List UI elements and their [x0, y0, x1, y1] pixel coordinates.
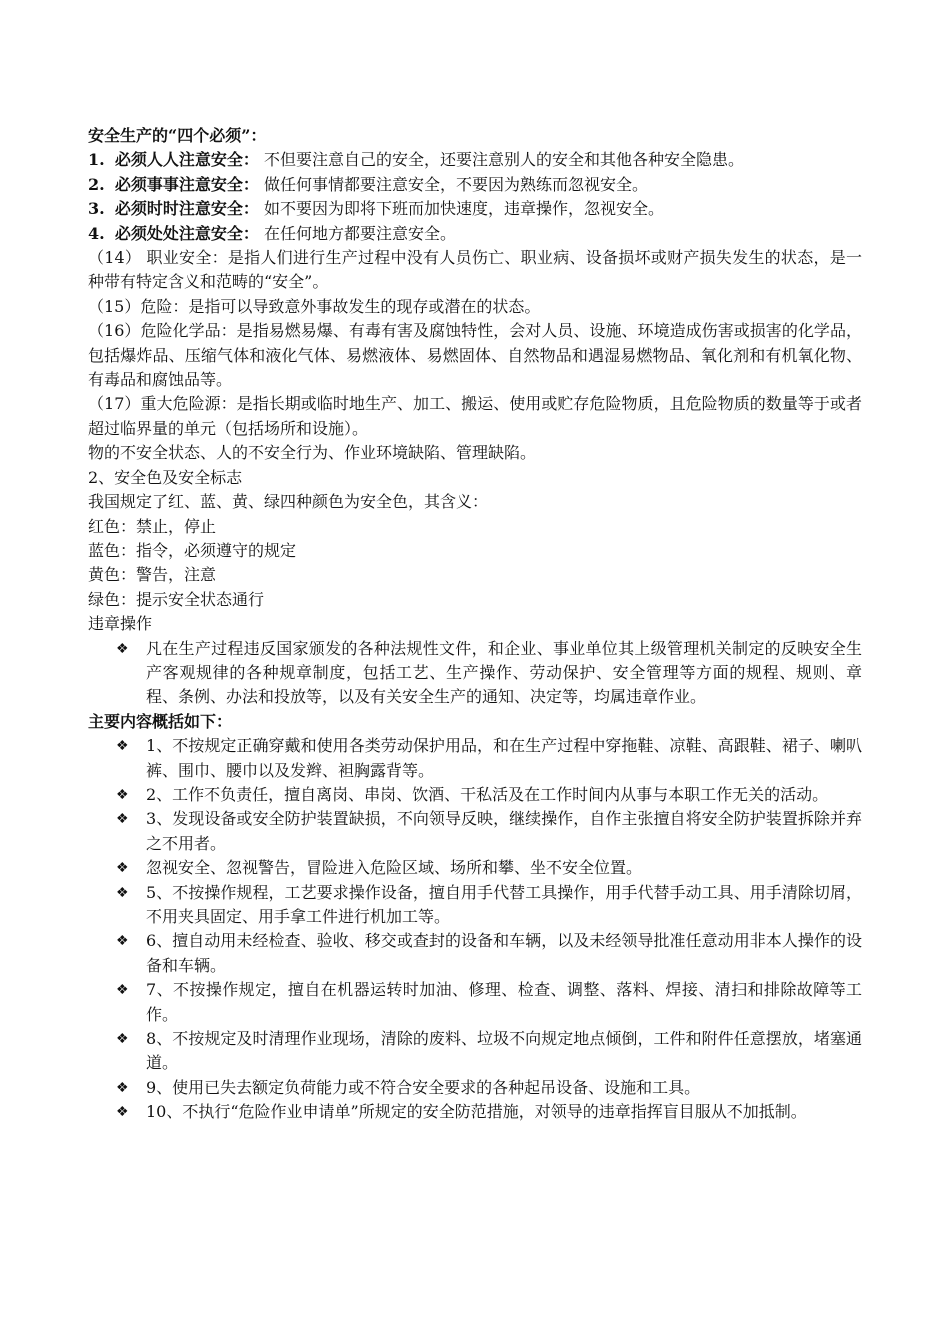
- summary-item-2: [88, 783, 862, 807]
- must-number: 4.: [88, 223, 105, 243]
- violation-definition-bullet: [88, 637, 862, 710]
- diamond-bullet-icon: ❖: [116, 1104, 129, 1121]
- must-title: 必须事事注意安全：: [114, 174, 259, 194]
- definition-17: （17）重大危险源：是指长期或临时地生产、加工、搬运、使用或贮存危险物质，且危险物质的数量等于或者超过临界量的单元（包括场所和设施）。: [88, 394, 862, 438]
- color-yellow: 黄色：警告，注意: [88, 565, 217, 585]
- must-title: 必须人人注意安全：: [114, 150, 259, 170]
- definition-14: （14） 职业安全：是指人们进行生产过程中没有人员伤亡、职业病、设备损坏或财产损失发生的状态，是一种带有特定含义和范畴的“安全”。: [88, 248, 862, 292]
- diamond-bullet-icon: ❖: [116, 786, 129, 803]
- safety-colors-heading: 2、安全色及安全标志: [88, 467, 243, 487]
- four-musts-heading: 安全生产的“四个必须”：: [88, 126, 267, 145]
- must-item-4: [88, 222, 862, 246]
- summary-item-5: [88, 881, 862, 930]
- must-number: 1.: [88, 150, 105, 170]
- color-blue: 蓝色：指令，必须遵守的规定: [88, 540, 297, 560]
- summary-heading: 主要内容概括如下：: [88, 711, 233, 731]
- accident-causes: 物的不安全状态、人的不安全行为、作业环境缺陷、管理缺陷。: [88, 443, 537, 463]
- summary-item-9: [88, 1076, 862, 1100]
- bullet-text: 6、擅自动用未经检查、验收、移交或查封的设备和车辆，以及未经领导批准任意动用非本人操作的设备和车辆。: [146, 931, 862, 975]
- must-number: 3.: [88, 199, 105, 219]
- must-title: 必须时时注意安全：: [114, 199, 259, 219]
- summary-item-1: [88, 734, 862, 783]
- must-item-3: [88, 197, 862, 221]
- diamond-bullet-icon: ❖: [116, 811, 129, 828]
- must-item-2: [88, 173, 862, 197]
- bullet-text: 3、发现设备或安全防护装置缺损，不向领导反映，继续操作，自作主张擅自将安全防护装置拆除并弃之不用者。: [146, 809, 862, 853]
- bullet-text: 1、不按规定正确穿戴和使用各类劳动保护用品，和在生产过程中穿拖鞋、凉鞋、高跟鞋、裙子、喇叭裤、围巾、腰巾以及发辫、袒胸露背等。: [146, 736, 862, 780]
- summary-item-7: [88, 978, 862, 1027]
- must-text: 不但要注意自己的安全，还要注意别人的安全和其他各种安全隐患。: [263, 150, 744, 170]
- diamond-bullet-icon: ❖: [116, 1031, 129, 1048]
- diamond-bullet-icon: ❖: [116, 884, 129, 901]
- definition-16: （16）危险化学品：是指易燃易爆、有毒有害及腐蚀特性，会对人员、设施、环境造成伤害或损害的化学品，包括爆炸品、压缩气体和液化气体、易燃液体、易燃固体、自然物品和遇湿易燃物品、氧化剂和有机氧化物、有毒品和腐蚀品等。: [88, 321, 862, 390]
- diamond-bullet-icon: ❖: [116, 1079, 129, 1096]
- must-text: 如不要因为即将下班而加快速度，违章操作，忽视安全。: [263, 199, 664, 219]
- bullet-text: 8、不按规定及时清理作业现场，清除的废料、垃圾不向规定地点倾倒，工件和附件任意摆放，堵塞通道。: [146, 1029, 862, 1073]
- diamond-bullet-icon: ❖: [116, 982, 129, 999]
- summary-item-4: [88, 856, 862, 880]
- diamond-bullet-icon: ❖: [116, 738, 129, 755]
- violation-heading: 违章操作: [88, 614, 153, 634]
- must-text: 在任何地方都要注意安全。: [263, 223, 456, 243]
- summary-item-10: [88, 1100, 862, 1124]
- color-green: 绿色：提示安全状态通行: [88, 589, 265, 609]
- document-page: [88, 124, 862, 1125]
- safety-colors-intro: 我国规定了红、蓝、黄、绿四种颜色为安全色，其含义：: [88, 492, 489, 512]
- color-red: 红色：禁止，停止: [88, 516, 217, 536]
- summary-item-3: [88, 807, 862, 856]
- must-title: 必须处处注意安全：: [114, 223, 259, 243]
- bullet-text: 2、工作不负责任，擅自离岗、串岗、饮酒、干私活及在工作时间内从事与本职工作无关的活动。: [146, 784, 829, 804]
- bullet-text: 凡在生产过程违反国家颁发的各种法规性文件，和企业、事业单位其上级管理机关制定的反映安全生产客观规律的各种规章制度，包括工艺、生产操作、劳动保护、安全管理等方面的规程、规则、章程、条例、办法和投放等，以及有关安全生产的通知、决定等，均属违章作业。: [146, 638, 862, 707]
- bullet-text: 7、不按操作规定，擅自在机器运转时加油、修理、检查、调整、落料、焊接、清扫和排除故障等工作。: [146, 980, 862, 1024]
- diamond-bullet-icon: ❖: [116, 933, 129, 950]
- must-number: 2.: [88, 174, 105, 194]
- must-item-1: [88, 148, 862, 172]
- definition-15: （15）危险：是指可以导致意外事故发生的现存或潜在的状态。: [88, 296, 541, 316]
- bullet-text: 9、使用已失去额定负荷能力或不符合安全要求的各种起吊设备、设施和工具。: [146, 1077, 701, 1097]
- bullet-text: 忽视安全、忽视警告，冒险进入危险区域、场所和攀、坐不安全位置。: [146, 858, 643, 878]
- summary-item-6: [88, 929, 862, 978]
- summary-item-8: [88, 1027, 862, 1076]
- bullet-text: 10、不执行“危险作业申请单”所规定的安全防范措施，对领导的违章指挥盲目服从不加抵制。: [146, 1102, 807, 1122]
- diamond-bullet-icon: ❖: [116, 640, 129, 657]
- diamond-bullet-icon: ❖: [116, 860, 129, 877]
- bullet-text: 5、不按操作规程，工艺要求操作设备，擅自用手代替工具操作，用手代替手动工具、用手清除切屑，不用夹具固定、用手拿工件进行机加工等。: [146, 882, 862, 926]
- must-text: 做任何事情都要注意安全，不要因为熟练而忽视安全。: [263, 174, 648, 194]
